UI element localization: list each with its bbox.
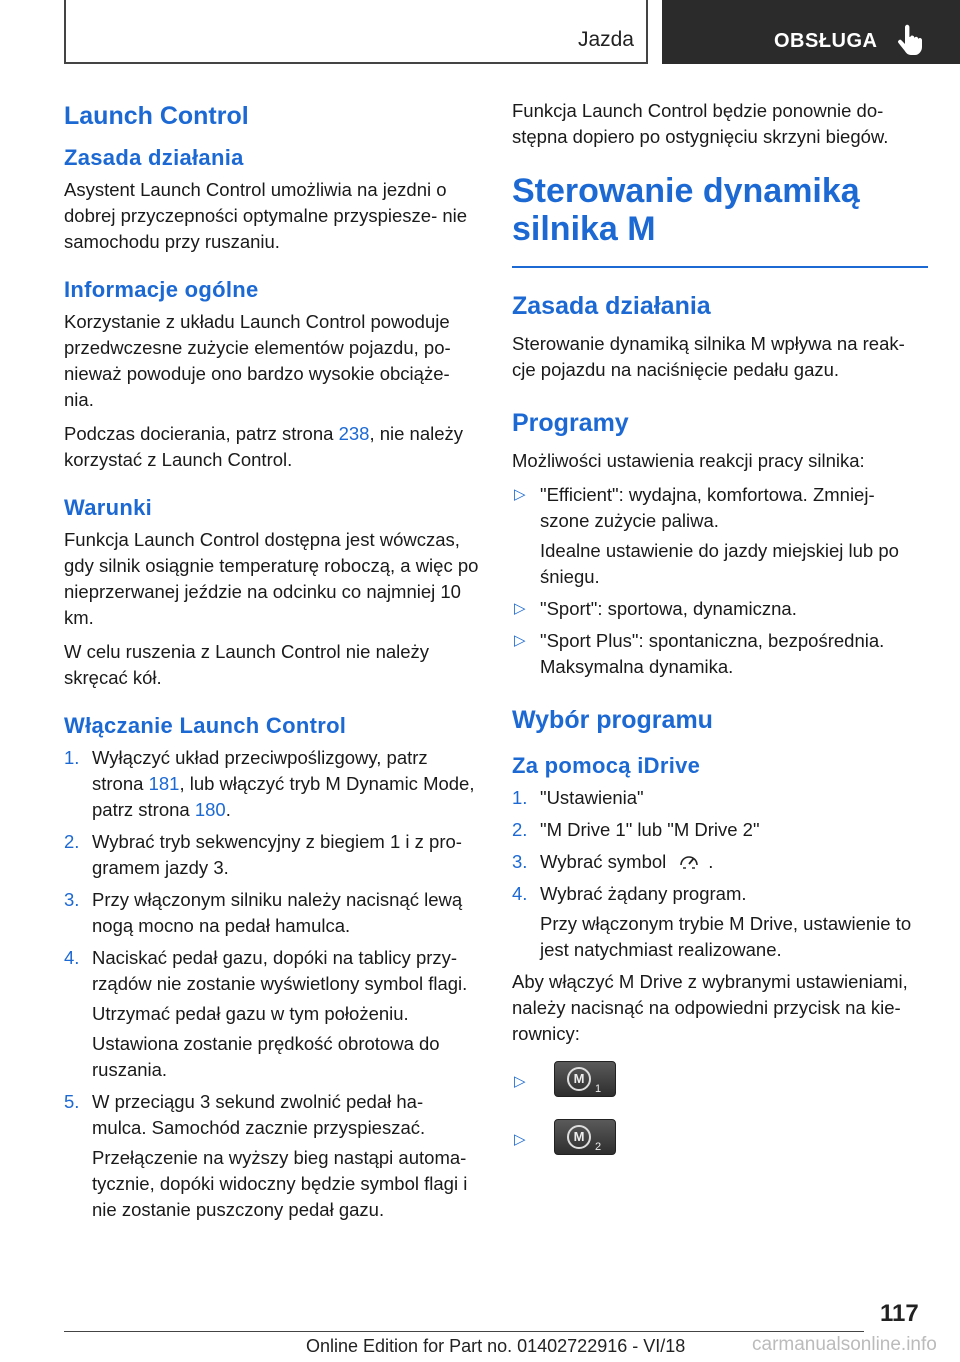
selection-step-3: 3. Wybrać symbol .	[512, 851, 714, 872]
conditions-text-2: W celu ruszenia z Launch Control nie należy skręcać kół.	[64, 641, 430, 688]
activation-heading: Włączanie Launch Control	[64, 713, 347, 738]
conditions-text: Funkcja Launch Control dostępna jest wówczas, gdy silnik osiągnie temperaturę roboczą, a więc po nieprzerwanej jeździe na odcinku co najmniej 10 km.	[64, 529, 479, 628]
triangle-bullet-icon: ▷	[514, 600, 526, 617]
program-efficient-note: Idealne ustawienie do jazdy miejskiej lub po śniegu.	[540, 540, 899, 587]
activation-step-2: 2. Wybrać tryb sekwencyjny z biegiem 1 i z pro- gramem jazdy 3.	[64, 831, 462, 878]
programs-heading: Programy	[512, 409, 629, 437]
program-selection-heading: Wybór programu	[512, 706, 713, 734]
program-sport-plus: ▷ "Sport Plus": spontaniczna, bezpośrednia. Maksymalna dynamika.	[514, 630, 885, 677]
activation-step-4: 4. Naciskać pedał gazu, dopóki na tablicy przy- rządów nie zostanie wyświetlony symbol flagi. Utrzymać pedał gazu w tym położeniu. Ustawiona zostanie prędkość obrotowa do ruszania.	[64, 945, 480, 1083]
triangle-bullet-icon: ▷	[514, 1131, 526, 1148]
general-info-heading: Informacje ogólne	[64, 277, 259, 302]
activation-step-5: 5. W przeciągu 3 sekund zwolnić pedał ha- mulca. Samochód zacznie przyspieszać. Przełączenie na wyższy bieg nastąpi automa- tycznie, dopóki widoczny będzie symbol flagi i nie zostanie puszczony pedał gazu.	[64, 1089, 480, 1223]
page-link-238[interactable]: 238	[338, 423, 370, 444]
programs-list	[512, 482, 928, 680]
availability-text: Funkcja Launch Control będzie ponownie do- stępna dopiero po ostygnięciu skrzyni biegów.	[512, 100, 889, 147]
steering-buttons	[512, 1061, 928, 1155]
triangle-bullet-icon: ▷	[514, 632, 526, 649]
right-column	[512, 98, 928, 1177]
selection-step-4-note: Przy włączonym trybie M Drive, ustawienie to jest natychmiast realizowane.	[540, 913, 912, 960]
launch-control-title: Launch Control	[64, 102, 249, 130]
page-link-181[interactable]: 181	[148, 773, 180, 794]
activation-step-4-note-1: Utrzymać pedał gazu w tym położeniu.	[92, 1003, 409, 1024]
triangle-bullet-icon: ▷	[514, 486, 526, 503]
m-principle-heading: Zasada działania	[512, 292, 711, 320]
activation-step-3: 3. Przy włączonym silniku należy nacisnąć lewą nogą mocno na pedał hamulca.	[64, 889, 463, 936]
page-number: 117	[880, 1300, 919, 1327]
left-column	[64, 98, 480, 1229]
running-in-text: Podczas docierania, patrz strona 238, nie należy korzystać z Launch Control.	[64, 423, 464, 470]
steering-button-text: Aby włączyć M Drive z wybranymi ustawieniami, należy nacisnąć na odpowiedni przycisk na kie- rownicy:	[512, 971, 908, 1044]
edition-text: Online Edition for Part no. 01402722916 - VI/18	[306, 1336, 686, 1356]
principle-text: Asystent Launch Control umożliwia na jezdni o dobrej przyczepności optymalne przyspiesze- nie samochodu przy ruszaniu.	[64, 179, 468, 252]
general-info-text: Korzystanie z układu Launch Control powoduje przedwczesne zużycie elementów pojazdu, po- nieważ powoduje ono bardzo wysokie obciąże- nia.	[64, 311, 451, 410]
triangle-bullet-icon: ▷	[514, 1073, 526, 1090]
header-section-title: Jazda	[577, 28, 634, 51]
header-section-box	[64, 0, 648, 64]
hand-pointer-icon	[896, 24, 922, 56]
m-drive-1-item	[512, 1061, 928, 1097]
selection-step-1: 1. "Ustawienia"	[512, 787, 644, 808]
programs-intro: Możliwości ustawienia reakcji pracy silnika:	[512, 450, 865, 471]
program-sport: ▷ "Sport": sportowa, dynamiczna.	[512, 596, 928, 622]
watermark: carmanualsonline.info	[752, 1334, 937, 1355]
footer-rule	[64, 1331, 864, 1332]
conditions-heading: Warunki	[64, 495, 153, 520]
selection-step-4: 4. Wybrać żądany program. Przy włączonym trybie M Drive, ustawienie to jest natychmiast realizowane.	[512, 881, 928, 963]
m-engine-dynamics-title: Sterowanie dynamiką silnika M	[512, 172, 860, 248]
activation-steps	[64, 745, 480, 1223]
m-drive-1-button-icon[interactable]: M 1	[554, 1061, 616, 1097]
activation-step-1: 1. Wyłączyć układ przeciwpoślizgowy, patrz strona 181, lub włączyć tryb M Dynamic Mode, patrz strona 180.	[64, 747, 475, 820]
m-drive-2-button-icon[interactable]: M 2	[554, 1119, 616, 1155]
idrive-heading: Za pomocą iDrive	[512, 753, 701, 778]
m-dynamic-symbol-icon	[678, 850, 700, 872]
activation-step-4-note-2: Ustawiona zostanie prędkość obrotowa do ruszania.	[92, 1033, 440, 1080]
selection-steps	[512, 785, 928, 963]
activation-step-5-note: Przełączenie na wyższy bieg nastąpi automa- tycznie, dopóki widoczny będzie symbol flagi i nie zostanie puszczony pedał gazu.	[92, 1147, 468, 1220]
title-rule	[512, 266, 928, 268]
header-chapter-tab[interactable]	[662, 0, 960, 64]
m-drive-2-item	[512, 1119, 928, 1155]
program-efficient: ▷ "Efficient": wydajna, komfortowa. Zmniej- szone zużycie paliwa. Idealne ustawienie do jazdy miejskiej lub po śniegu.	[512, 482, 928, 590]
m-principle-text: Sterowanie dynamiką silnika M wpływa na reak- cje pojazdu na naciśnięcie pedału gazu.	[512, 333, 905, 380]
page-link-180[interactable]: 180	[194, 799, 226, 820]
principle-heading: Zasada działania	[64, 145, 244, 170]
header-chapter-title: OBSŁUGA	[774, 30, 878, 52]
selection-step-2: 2. "M Drive 1" lub "M Drive 2"	[512, 819, 760, 840]
